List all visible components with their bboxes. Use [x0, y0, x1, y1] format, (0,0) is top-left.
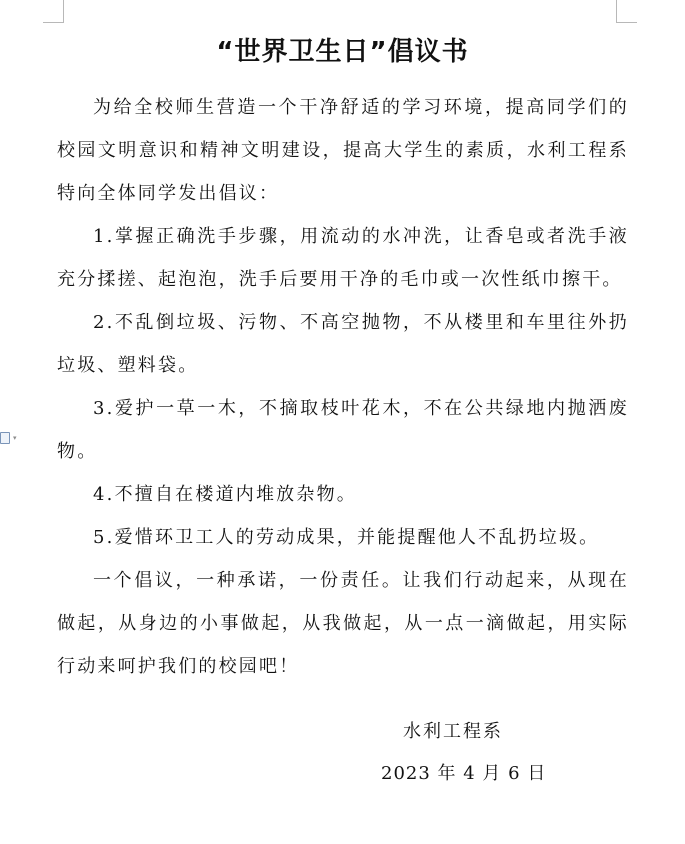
intro-paragraph: 为给全校师生营造一个干净舒适的学习环境，提高同学们的校园文明意识和精神文明建设，提高大学生的素质，水利工程系特向全体同学发出倡议： — [57, 97, 629, 204]
list-item: 5.爱惜环卫工人的劳动成果，并能提醒他人不乱扔垃圾。 — [93, 527, 600, 548]
document-title: “世界卫生日”倡议书 — [216, 37, 469, 67]
margin-mark-top-left — [43, 0, 64, 23]
chevron-down-icon: ▾ — [13, 434, 17, 442]
closing-paragraph: 一个倡议，一种承诺，一份责任。让我们行动起来，从现在做起，从身边的小事做起，从我做起，从一点一滴做起，用实际行动来呵护我们的校园吧！ — [57, 570, 629, 677]
list-item: 4.不擅自在楼道内堆放杂物。 — [93, 484, 357, 505]
list-item: 1.掌握正确洗手步骤，用流动的水冲洗，让香皂或者洗手液充分揉搓、起泡泡，洗手后要用干净的毛巾或一次性纸巾擦干。 — [57, 226, 629, 290]
list-item: 3.爱护一草一木，不摘取枝叶花木，不在公共绿地内抛洒废物。 — [57, 398, 629, 462]
date: 2023 年 4 月 6 日 — [381, 763, 547, 784]
layout-options-icon[interactable] — [0, 430, 22, 446]
signature: 水利工程系 — [403, 721, 503, 742]
list-item: 2.不乱倒垃圾、污物、不高空抛物，不从楼里和车里往外扔垃圾、塑料袋。 — [57, 312, 629, 376]
document-layout-icon — [0, 432, 10, 444]
margin-mark-top-right — [616, 0, 637, 23]
document-body — [57, 86, 629, 688]
